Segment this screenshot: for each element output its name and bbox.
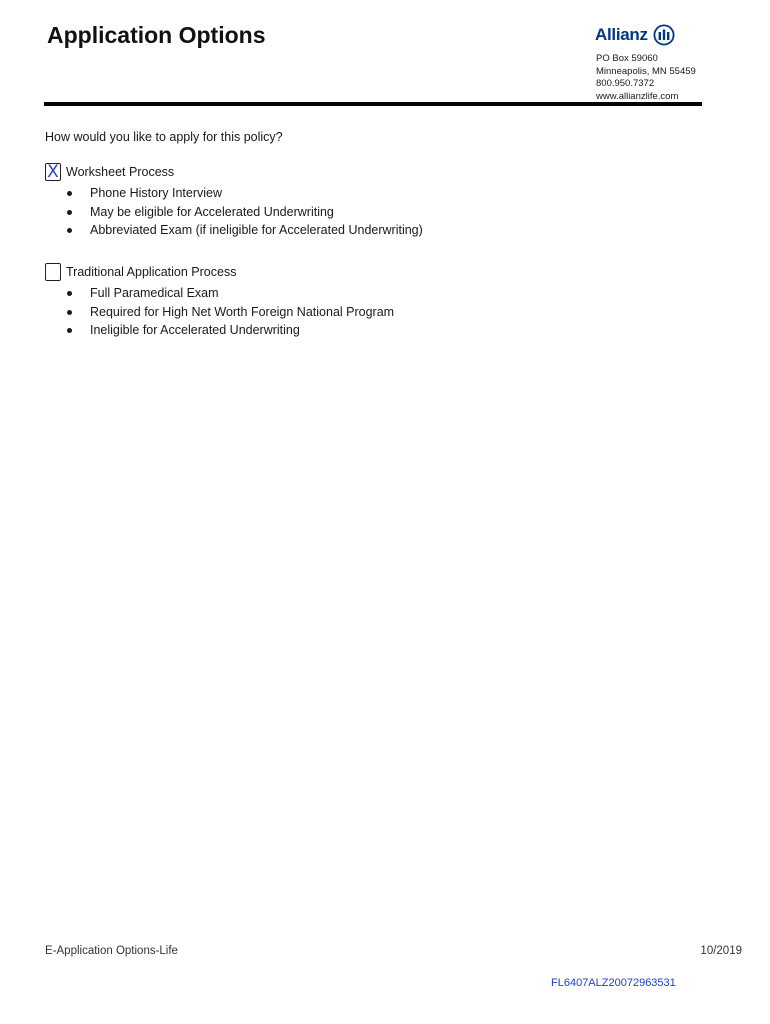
list-item: Phone History Interview bbox=[45, 184, 685, 203]
x-check-mark: X bbox=[47, 162, 59, 182]
traditional-application-checkbox[interactable] bbox=[45, 263, 61, 281]
option-bullet-list bbox=[45, 184, 685, 240]
footer-form-name: E-Application Options-Life bbox=[45, 945, 178, 957]
option-label: Worksheet Process bbox=[66, 165, 175, 179]
bullet-icon bbox=[67, 210, 72, 215]
bullet-icon bbox=[67, 291, 72, 296]
list-item: Required for High Net Worth Foreign National Program bbox=[45, 303, 685, 322]
list-item: Ineligible for Accelerated Underwriting bbox=[45, 321, 685, 340]
option-traditional-application bbox=[45, 262, 685, 340]
form-question: How would you like to apply for this policy? bbox=[45, 130, 283, 144]
address-line-po-box: PO Box 59060 bbox=[596, 53, 658, 64]
worksheet-process-checkbox[interactable] bbox=[45, 163, 61, 181]
option-header bbox=[45, 162, 685, 182]
footer-date: 10/2019 bbox=[700, 945, 742, 957]
allianz-eagle-icon bbox=[653, 24, 675, 46]
logo-wordmark: Allianz bbox=[595, 25, 648, 44]
address-line-website: www.allianzlife.com bbox=[596, 91, 679, 103]
address-line-phone: 800.950.7372 bbox=[596, 78, 655, 90]
list-item: Abbreviated Exam (if ineligible for Accelerated Underwriting) bbox=[45, 221, 685, 240]
option-worksheet-process bbox=[45, 162, 685, 240]
list-item: Full Paramedical Exam bbox=[45, 284, 685, 303]
bullet-icon bbox=[67, 191, 72, 196]
page-title: Application Options bbox=[47, 22, 266, 48]
bullet-icon bbox=[67, 228, 72, 233]
option-header bbox=[45, 262, 685, 282]
company-logo bbox=[595, 24, 675, 46]
bullet-icon bbox=[67, 328, 72, 333]
form-id: FL6407ALZ20072963531 bbox=[551, 977, 676, 989]
list-item: May be eligible for Accelerated Underwriting bbox=[45, 203, 685, 222]
bullet-icon bbox=[67, 310, 72, 315]
company-address bbox=[596, 53, 696, 104]
option-bullet-list bbox=[45, 284, 685, 340]
address-line-city: Minneapolis, MN 55459 bbox=[596, 65, 696, 77]
header-divider bbox=[44, 102, 702, 106]
option-label: Traditional Application Process bbox=[66, 265, 237, 279]
